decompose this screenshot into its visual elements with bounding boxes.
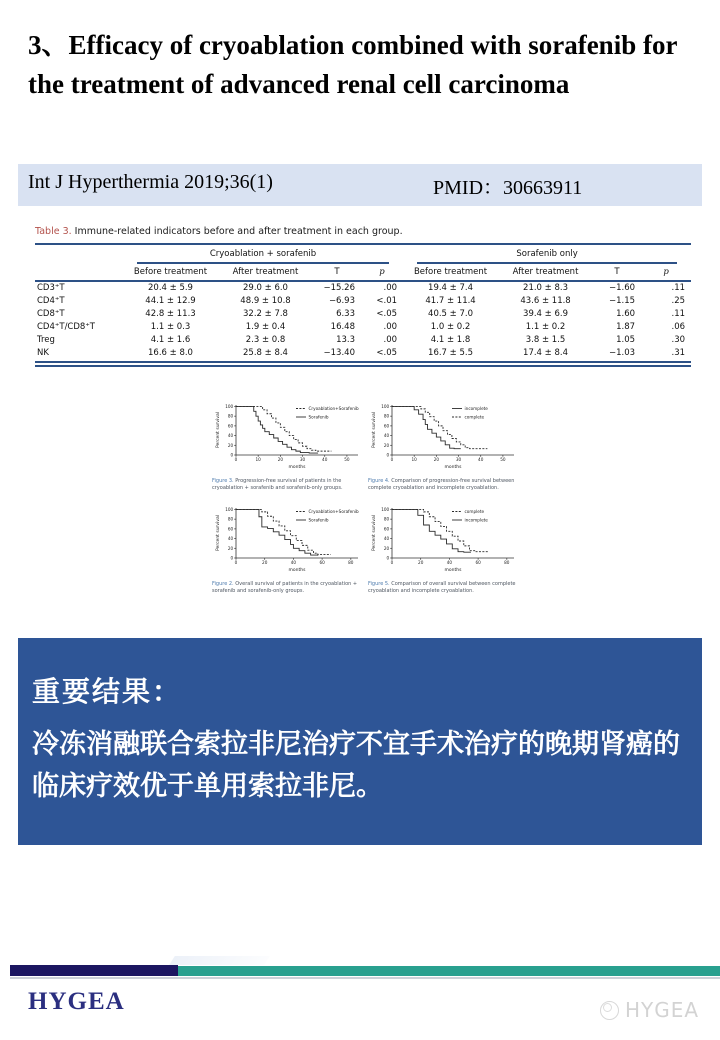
table-cell: 29.0 ± 6.0: [243, 283, 288, 293]
table-cell: 4.1 ± 1.8: [430, 335, 471, 345]
legend-entry: Cryoablation+Sorafenib: [308, 509, 359, 515]
figure-caption: [212, 581, 364, 594]
figure-caption-text: Overall survival of patients in the cryoablation + sorafenib and sorafenib-only groups.: [212, 581, 358, 594]
table-cell: 16.6 ± 8.0: [123, 347, 218, 363]
table-cell: 4.1 ± 1.6: [150, 335, 191, 345]
x-axis-label: months: [444, 568, 462, 573]
table-row: [35, 308, 691, 321]
svg-text:20: 20: [227, 545, 234, 551]
table-row: [35, 321, 691, 334]
legend-entry: complete: [464, 509, 485, 515]
table-cell: 3.8 ± 1.5: [525, 335, 566, 345]
table-cell: 13.3: [336, 335, 355, 345]
table-cell: .31: [641, 347, 691, 363]
svg-text:100: 100: [381, 506, 390, 512]
svg-text:20: 20: [433, 457, 440, 462]
table-cell: .30: [671, 335, 686, 345]
table-cell: 41.7 ± 11.4: [425, 296, 476, 306]
svg-text:20: 20: [277, 457, 284, 462]
table-cell: 17.4 ± 8.4: [498, 347, 593, 363]
table-cell: 1.9 ± 0.4: [245, 322, 286, 332]
key-result-heading: 重要结果：: [32, 675, 183, 708]
table-column-header-row: [35, 265, 691, 281]
table-cell: .00: [383, 322, 398, 332]
svg-text:30: 30: [299, 457, 306, 462]
table-cell: 32.2 ± 7.8: [243, 309, 288, 319]
row-label: NK: [35, 347, 123, 363]
survival-figure: [212, 502, 364, 597]
km-curve-solid: [392, 406, 461, 448]
svg-text:0: 0: [230, 452, 234, 458]
table-group-header: Cryoablation + sorafenib: [123, 244, 403, 265]
km-curve-solid: [392, 509, 471, 552]
table-cell: 20.4 ± 5.9: [148, 283, 193, 293]
table-cell: 1.0 ± 0.2: [430, 322, 471, 332]
table-cell: .11: [671, 309, 686, 319]
figure-caption: [368, 581, 520, 594]
table-cell: 1.87: [616, 322, 636, 332]
table-column-header: Before treatment: [123, 265, 218, 281]
y-axis-label: Percent survival: [372, 515, 377, 551]
table-column-header: p: [641, 265, 691, 281]
table-cell: .06: [671, 322, 686, 332]
table-cell: −1.60: [608, 283, 636, 293]
footer-bar-shadow: [10, 977, 720, 979]
svg-text:60: 60: [319, 560, 325, 565]
figure-caption: [368, 478, 520, 491]
x-axis-label: months: [288, 568, 306, 573]
svg-text:60: 60: [383, 526, 390, 532]
table-cell: 6.33: [336, 309, 355, 319]
km-plot: [368, 502, 520, 580]
table-cell: 43.6 ± 11.8: [520, 296, 571, 306]
table-cell: <.01: [376, 296, 398, 306]
table-caption: [35, 226, 691, 238]
figure-caption-prefix: Figure 4.: [368, 478, 390, 484]
table-column-header: After treatment: [498, 265, 593, 281]
svg-text:40: 40: [322, 457, 328, 462]
table-row: [35, 295, 691, 308]
table-cell: .25: [671, 296, 686, 306]
table-cell: 48.9 ± 10.8: [240, 296, 291, 306]
table-group-header-row: [35, 244, 691, 265]
table-cell: 25.8 ± 8.4: [218, 347, 313, 363]
svg-text:80: 80: [383, 413, 390, 419]
legend-entry: Cryoablation+Sorafenib: [308, 406, 359, 412]
table-cell: 21.0 ± 8.3: [523, 283, 569, 293]
svg-text:100: 100: [225, 403, 234, 409]
svg-text:20: 20: [418, 560, 424, 565]
svg-text:0: 0: [386, 452, 390, 458]
table-cell: <.05: [361, 347, 403, 363]
footer-bar-teal: [178, 966, 720, 976]
table-row: [35, 334, 691, 347]
figure-caption-text: Comparison of progression-free survival between complete cryoablation and incomplete cryoablation.: [368, 478, 515, 491]
svg-text:40: 40: [290, 560, 297, 565]
svg-text:60: 60: [383, 423, 390, 429]
svg-text:50: 50: [500, 457, 506, 462]
svg-text:40: 40: [383, 433, 390, 439]
table-cell: −13.40: [313, 347, 361, 363]
key-result-body: 冷冻消融联合索拉非尼治疗不宜手术治疗的晚期肾癌的临床疗效优于单用索拉非尼。: [32, 729, 680, 802]
row-label: CD4⁺T/CD8⁺T: [37, 322, 95, 332]
legend-entry: Sorafenib: [308, 517, 329, 523]
table-cell: 16.7 ± 5.5: [403, 347, 498, 363]
km-plot: [212, 502, 364, 580]
svg-text:40: 40: [383, 536, 390, 542]
km-plot: [368, 399, 520, 477]
table-row: [35, 347, 691, 363]
table-cell: −15.26: [323, 283, 355, 293]
table-cell: 1.05: [616, 335, 636, 345]
watermark-label: HYGEA: [625, 998, 700, 1022]
svg-text:40: 40: [478, 457, 484, 462]
svg-text:80: 80: [227, 413, 234, 419]
row-label: Treg: [37, 335, 55, 345]
table-cell: 40.5 ± 7.0: [428, 309, 474, 319]
table-cell: 19.4 ± 7.4: [428, 283, 474, 293]
row-label: CD3⁺T: [37, 283, 65, 293]
table-row: [35, 281, 691, 295]
x-axis-label: months: [288, 465, 306, 470]
pmid-label: PMID：30663911: [433, 177, 583, 199]
svg-text:20: 20: [383, 442, 390, 448]
table-cell: −1.15: [608, 296, 636, 306]
x-axis-label: months: [444, 465, 462, 470]
y-axis-label: Percent survival: [216, 412, 221, 448]
svg-text:0: 0: [390, 457, 394, 462]
km-curve-solid: [236, 509, 318, 555]
table-group-header: Sorafenib only: [403, 244, 691, 265]
svg-text:20: 20: [262, 560, 268, 565]
key-result-box: [18, 638, 702, 845]
table-cell: .00: [383, 335, 398, 345]
survival-figure: [212, 399, 364, 494]
svg-text:0: 0: [234, 560, 238, 565]
svg-text:10: 10: [411, 457, 417, 462]
figure-caption-text: Progression-free survival of patients in the cryoablation + sorafenib and sorafenib-only groups.: [212, 478, 343, 491]
immune-table-region: [35, 226, 691, 367]
footer-bar-highlight: [169, 956, 270, 965]
svg-text:50: 50: [344, 457, 350, 462]
table-cell: 1.1 ± 0.3: [150, 322, 191, 332]
table-cell: 16.48: [330, 322, 355, 332]
figure-caption-prefix: Figure 3.: [212, 478, 234, 484]
immune-indicators-table: [35, 243, 691, 363]
row-label: CD4⁺T: [37, 296, 65, 306]
table-cell: 2.3 ± 0.8: [245, 335, 286, 345]
table-column-header: p: [361, 265, 403, 281]
figure-caption-prefix: Figure 2.: [212, 581, 234, 587]
table-caption-prefix: Table 3.: [35, 226, 72, 237]
table-cell: 44.1 ± 12.9: [145, 296, 196, 306]
svg-text:0: 0: [234, 457, 238, 462]
immune-table-wrap: [35, 243, 691, 367]
svg-text:60: 60: [227, 526, 234, 532]
table-column-header: T: [313, 265, 361, 281]
table-cell: −1.03: [593, 347, 641, 363]
page-title: 3、Efficacy of cryoablation combined with sorafenib for the treatment of advanced renal cell carcinoma: [28, 30, 677, 99]
legend-entry: incomplete: [464, 517, 488, 523]
y-axis-label: Percent survival: [372, 412, 377, 448]
journal-band: [18, 164, 702, 206]
hygea-logo: HYGEA: [28, 988, 125, 1015]
svg-text:80: 80: [504, 560, 510, 565]
journal-reference: Int J Hyperthermia 2019;36(1): [28, 171, 273, 193]
svg-text:0: 0: [230, 555, 234, 561]
svg-text:80: 80: [227, 516, 234, 522]
svg-text:100: 100: [381, 403, 390, 409]
svg-text:40: 40: [446, 560, 453, 565]
table-column-header: After treatment: [218, 265, 313, 281]
table-caption-text: Immune-related indicators before and after treatment in each group.: [71, 226, 403, 237]
km-curve-dashed: [236, 509, 331, 554]
table-cell: −6.93: [328, 296, 355, 306]
table-cell: 39.4 ± 6.9: [523, 309, 569, 319]
survival-figure-grid: [212, 399, 520, 597]
svg-text:30: 30: [455, 457, 462, 462]
globe-icon: [600, 1001, 619, 1020]
km-curve-dashed: [392, 406, 487, 448]
svg-text:40: 40: [227, 433, 234, 439]
footer-bar-navy: [10, 965, 178, 976]
table-cell: 42.8 ± 11.3: [145, 309, 196, 319]
svg-text:0: 0: [386, 555, 390, 561]
km-plot: [212, 399, 364, 477]
figure-caption-text: Comparison of overall survival between complete cryoablation and incomplete cryoablation.: [368, 581, 516, 594]
svg-text:60: 60: [227, 423, 234, 429]
table-cell: .11: [671, 283, 686, 293]
survival-figure: [368, 399, 520, 494]
svg-text:80: 80: [348, 560, 354, 565]
row-label: CD8⁺T: [37, 309, 65, 319]
survival-figure: [368, 502, 520, 597]
y-axis-label: Percent survival: [216, 515, 221, 551]
legend-entry: complete: [464, 414, 485, 420]
table-cell: <.05: [376, 309, 398, 319]
svg-text:10: 10: [255, 457, 261, 462]
table-column-header: Before treatment: [403, 265, 498, 281]
table-cell: 1.1 ± 0.2: [525, 322, 566, 332]
svg-text:40: 40: [227, 536, 234, 542]
table-cell: .00: [383, 283, 398, 293]
svg-text:80: 80: [383, 516, 390, 522]
legend-entry: incomplete: [464, 406, 488, 412]
figure-caption-prefix: Figure 5.: [368, 581, 390, 587]
figure-caption: [212, 478, 364, 491]
svg-text:100: 100: [225, 506, 234, 512]
table-column-header: T: [593, 265, 641, 281]
svg-text:60: 60: [475, 560, 481, 565]
svg-text:0: 0: [390, 560, 394, 565]
hygea-watermark: [600, 998, 699, 1022]
svg-text:20: 20: [227, 442, 234, 448]
km-curve-dashed: [392, 509, 488, 551]
legend-entry: Sorafenib: [308, 414, 329, 420]
svg-text:20: 20: [383, 545, 390, 551]
table-cell: 1.60: [616, 309, 636, 319]
